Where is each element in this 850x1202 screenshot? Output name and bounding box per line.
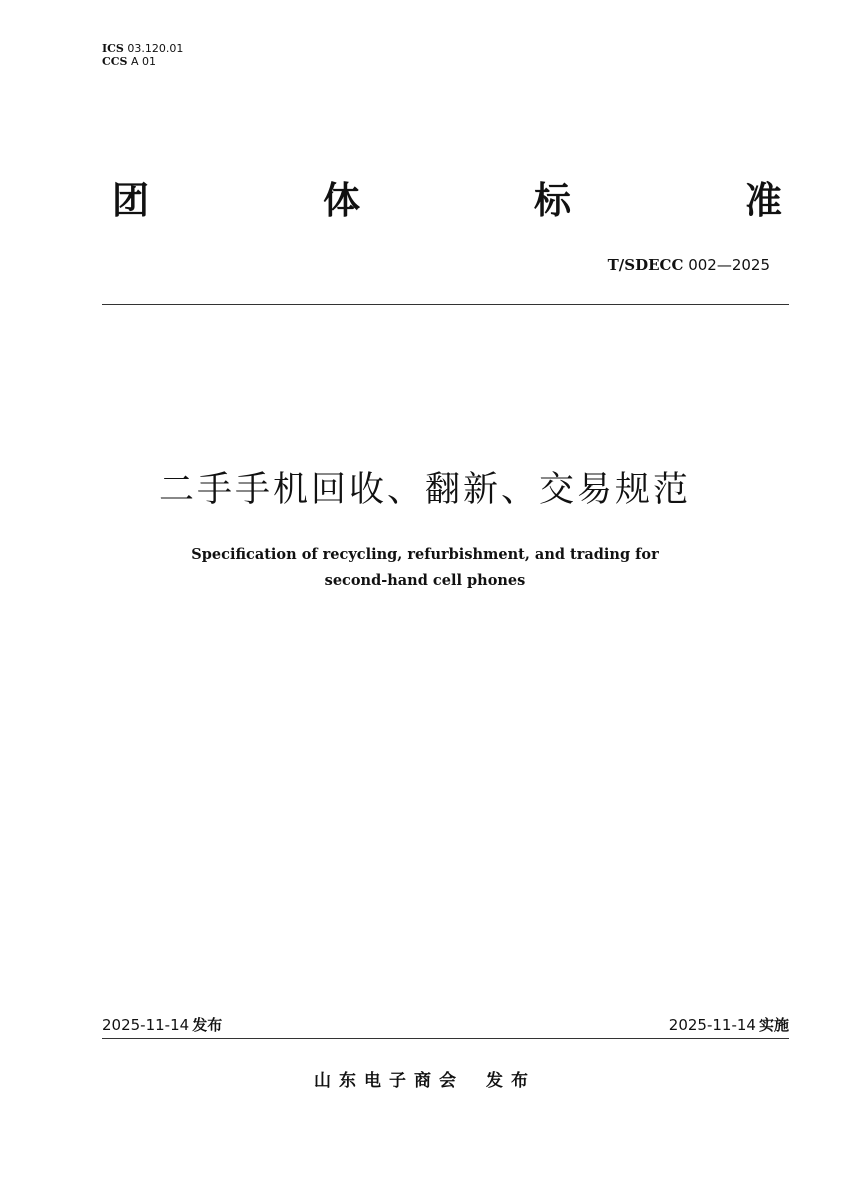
implement-label: 实施 xyxy=(758,1016,789,1034)
header-divider xyxy=(102,304,789,305)
ccs-value: A 01 xyxy=(130,55,156,68)
footer-divider xyxy=(102,1038,789,1039)
standard-code xyxy=(608,256,770,274)
issuer-action: 发布 xyxy=(486,1071,536,1091)
implement-date-block xyxy=(669,1014,789,1035)
classification-block xyxy=(102,42,183,68)
title-english xyxy=(0,542,850,594)
standard-type-char: 团 xyxy=(112,179,149,222)
standard-code-prefix: T/SDECC xyxy=(607,256,684,274)
standard-type-char: 准 xyxy=(745,179,782,222)
issuer-organization: 山东电子商会 xyxy=(314,1071,464,1091)
title-english-line-2: second-hand cell phones xyxy=(324,572,526,589)
title-chinese: 二手手机回收、翻新、交易规范 xyxy=(158,470,691,510)
ccs-label: CCS xyxy=(102,55,128,68)
publish-date-block xyxy=(102,1014,222,1035)
title-english-line-1: Specification of recycling, refurbishment, and trading for xyxy=(191,546,659,563)
ics-value: 03.120.01 xyxy=(127,42,184,55)
standard-code-number: 002—2025 xyxy=(688,256,770,274)
ics-row xyxy=(102,42,183,55)
ics-label: ICS xyxy=(102,42,124,55)
implement-date: 2025-11-14 xyxy=(668,1016,756,1034)
standard-type-char: 体 xyxy=(323,179,360,222)
standard-type-heading xyxy=(112,172,782,222)
ccs-row xyxy=(102,55,183,68)
publish-label: 发布 xyxy=(192,1016,223,1034)
publish-date: 2025-11-14 xyxy=(102,1016,190,1034)
issuer-line xyxy=(0,1066,850,1091)
standard-type-char: 标 xyxy=(534,179,571,222)
